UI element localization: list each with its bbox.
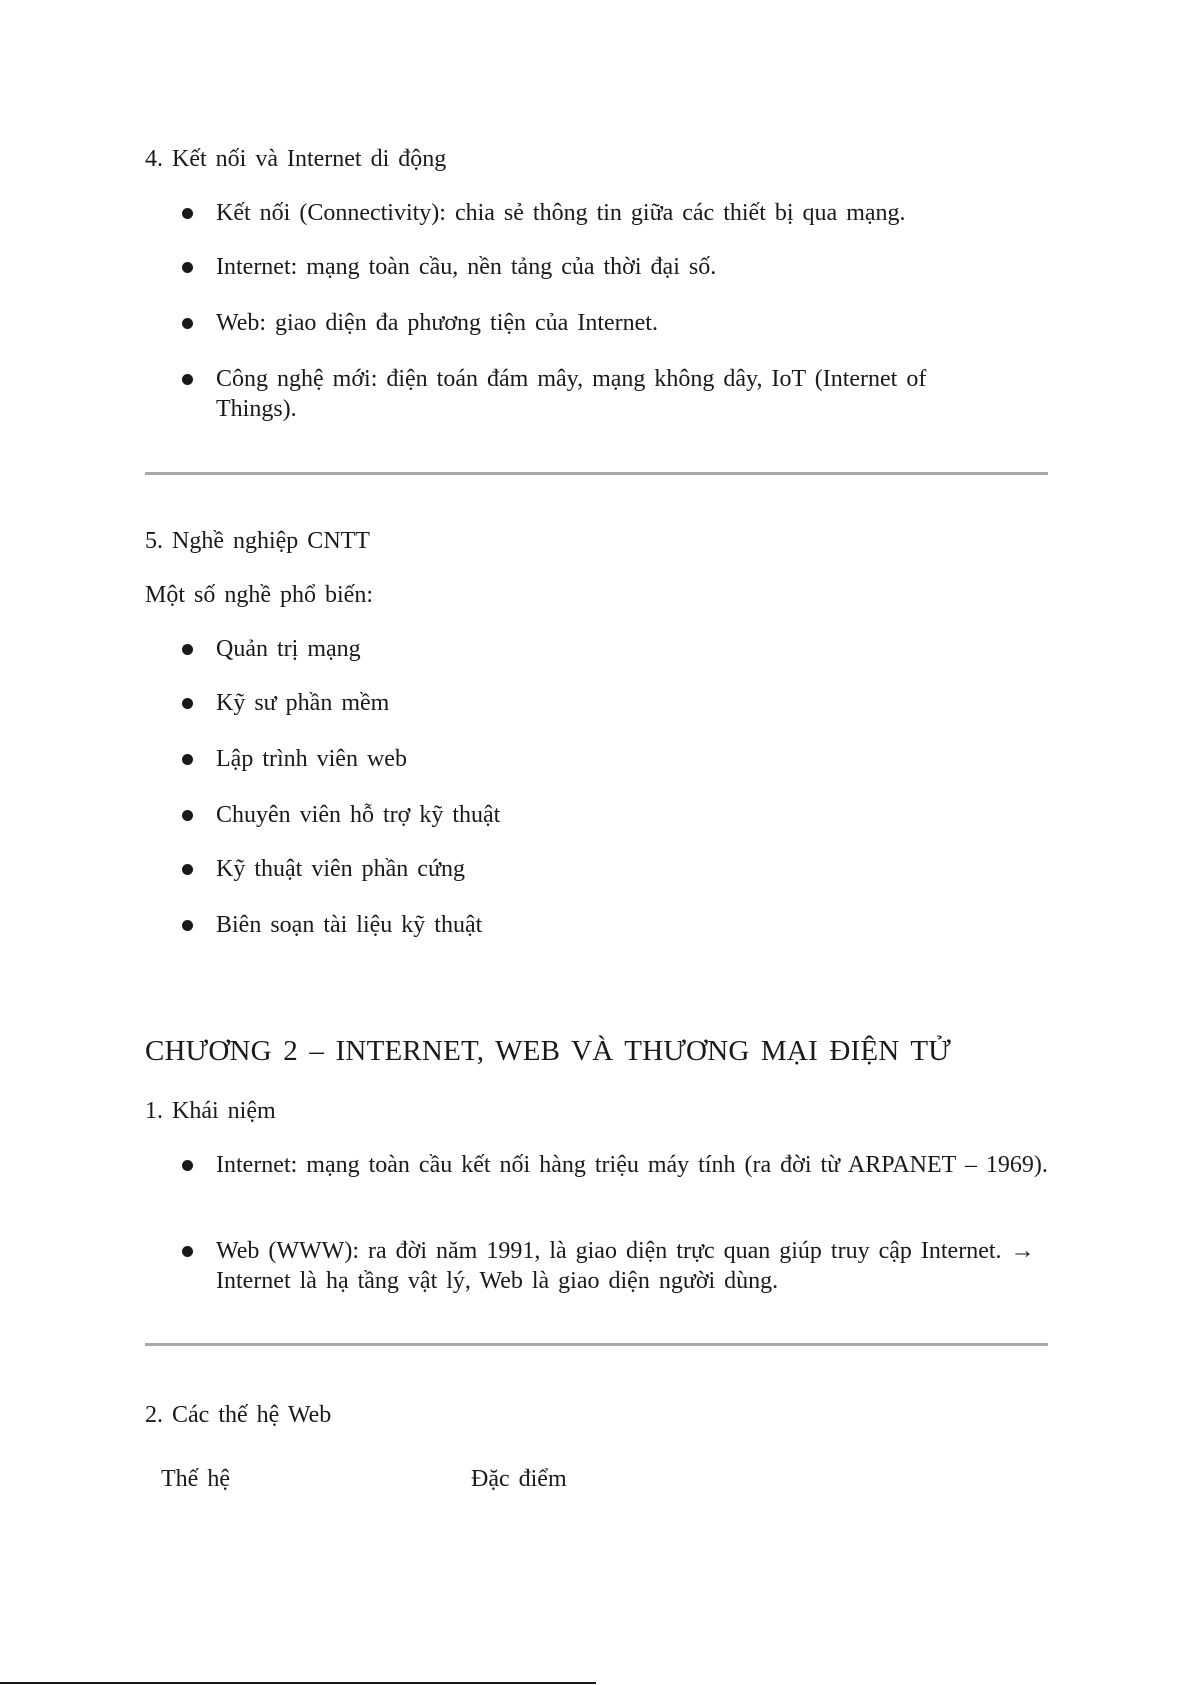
section5-bullet-2: Kỹ sư phần mềm bbox=[216, 690, 390, 716]
section5-bullet-1: Quản trị mạng bbox=[216, 636, 361, 662]
concepts-bullet-2: Web (WWW): ra đời năm 1991, là giao diện trực quan giúp truy cập Internet. → Internet là hạ tầng vật lý, Web là giao diện người dùng. bbox=[216, 1238, 1035, 1294]
section5-bullet-5: Kỹ thuật viên phần cứng bbox=[216, 856, 465, 882]
bullet-icon bbox=[182, 208, 193, 219]
concepts-bullet-1: Internet: mạng toàn cầu kết nối hàng triệu máy tính (ra đời từ ARPANET – 1969). bbox=[216, 1152, 1048, 1178]
bullet-icon bbox=[182, 810, 193, 821]
bullet-icon bbox=[182, 262, 193, 273]
section5-heading: 5. Nghề nghiệp CNTT bbox=[145, 528, 370, 554]
bullet-icon bbox=[182, 644, 193, 655]
section4-bullet-2: Internet: mạng toàn cầu, nền tảng của thời đại số. bbox=[216, 254, 717, 280]
table-header-characteristics: Đặc điểm bbox=[471, 1466, 567, 1492]
bullet-icon bbox=[182, 864, 193, 875]
horizontal-divider bbox=[145, 472, 1048, 475]
horizontal-divider bbox=[145, 1343, 1048, 1346]
page-footer-line bbox=[0, 1682, 596, 1684]
section5-bullet-3: Lập trình viên web bbox=[216, 746, 407, 772]
bullet-icon bbox=[182, 698, 193, 709]
bullet-icon bbox=[182, 318, 193, 329]
section4-bullet-3: Web: giao diện đa phương tiện của Internet. bbox=[216, 310, 658, 336]
section5-intro: Một số nghề phổ biến: bbox=[145, 582, 373, 608]
table-header-generation: Thế hệ bbox=[161, 1466, 230, 1492]
bullet-icon bbox=[182, 754, 193, 765]
section4-bullet-4: Công nghệ mới: điện toán đám mây, mạng không dây, IoT (Internet of Things). bbox=[216, 366, 927, 422]
section4-bullet-1: Kết nối (Connectivity): chia sẻ thông tin giữa các thiết bị qua mạng. bbox=[216, 200, 906, 226]
bullet-icon bbox=[182, 374, 193, 385]
bullet-icon bbox=[182, 920, 193, 931]
bullet-icon bbox=[182, 1160, 193, 1171]
bullet-icon bbox=[182, 1246, 193, 1257]
generations-heading: 2. Các thế hệ Web bbox=[145, 1402, 332, 1428]
section5-bullet-4: Chuyên viên hỗ trợ kỹ thuật bbox=[216, 802, 501, 828]
section4-heading: 4. Kết nối và Internet di động bbox=[145, 146, 447, 172]
section5-bullet-6: Biên soạn tài liệu kỹ thuật bbox=[216, 912, 483, 938]
chapter-title: CHƯƠNG 2 – INTERNET, WEB VÀ THƯƠNG MẠI ĐIỆN TỬ bbox=[145, 1035, 951, 1067]
concepts-heading: 1. Khái niệm bbox=[145, 1098, 276, 1124]
